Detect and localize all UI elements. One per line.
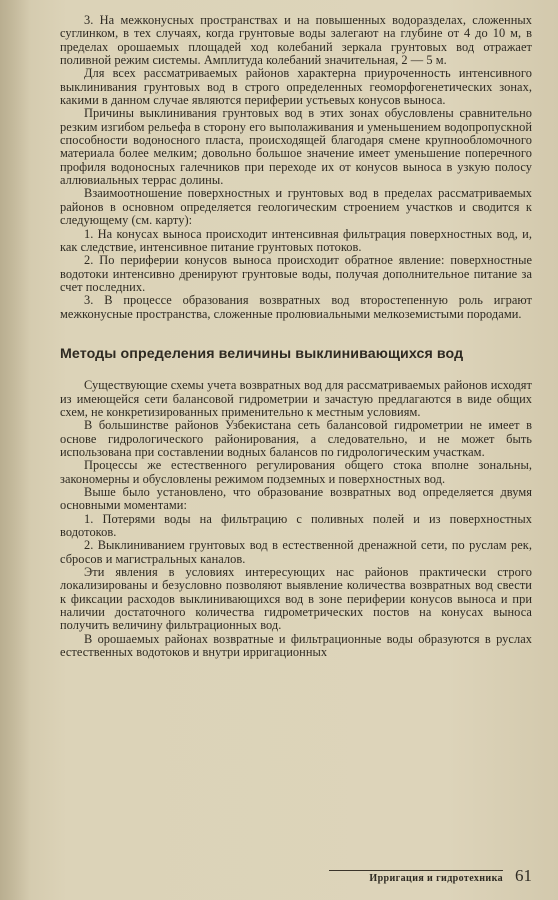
paragraph: В орошаемых районах возвратные и фильтрационные воды образуются в руслах естественных водотоков и внутри ирригационных [60, 631, 532, 660]
page-number: 61 [515, 866, 532, 885]
paragraph: 3. В процессе образования возвратных вод второстепенную роль играют межконусные пространства, сложенные пролювиальными мелкоземистыми породами. [60, 293, 532, 321]
paragraph: Для всех рассматриваемых районов характерна приуроченность интенсивного выклинивания грунтовых вод в строго определенных геоморфогенетических зонах, какими в данном случае являются периферии устьевых конусов выноса. [60, 66, 532, 108]
paragraph: 1. На конусах выноса происходит интенсивная фильтрация поверхностных вод, и, как следствие, интенсивное питание грунтовых потоков. [60, 226, 532, 254]
paragraph: 3. На межконусных пространствах и на повышенных водоразделах, сложенных суглинком, в тех случаях, когда грунтовые воды залегают на глубине от 4 до 10 м, в пределах орошаемых площадей ход колебаний зеркала грунтовых вод отражает поливной режим системы. Амплитуда колебаний значительная, 2 — 5 м. [60, 13, 532, 68]
section-heading: Методы определения величины выклинивающихся вод [60, 345, 464, 362]
paragraph: Взаимоотношение поверхностных и грунтовых вод в пределах рассматриваемых районов в основном определяется геологическим строением участков и сводится к следующему (см. карту): [60, 186, 532, 228]
paragraph: Существующие схемы учета возвратных вод для рассматриваемых районов исходят из имеющейся сети балансовой гидрометрии и зачастую предлагаются в виде общих схем, не конкретизированных применительно к местным условиям. [60, 378, 532, 419]
paragraph: Эти явления в условиях интересующих нас районов практически строго локализированы и безусловно позволяют выявление количества возвратных вод свести к фиксации расходов выклинивающихся вод в зоне периферии конусов выноса и при наличии достаточного количества гидрометрических постов на конусах выноса получить величину фильтрационных вод. [60, 565, 532, 633]
running-head: Ирригация и гидротехника [329, 870, 503, 884]
paragraph: В большинстве районов Узбекистана сеть балансовой гидрометрии не имеет в основе гидрологического районирования, а следовательно, и не может быть использована при составлении водных балансов по гидрологическим участкам. [60, 418, 532, 459]
paragraph: Процессы же естественного регулирования общего стока вполне зональны, закономерны и обусловлены режимом подземных и поверхностных вод. [60, 458, 532, 486]
paragraph: 2. По периферии конусов выноса происходит обратное явление: поверхностные водотоки интенсивно дренируют грунтовые воды, получая дополнительное питание за счет последних. [60, 253, 532, 294]
paragraph: Причины выклинивания грунтовых вод в этих зонах обусловлены сравнительно резким изгибом рельефа в сторону его выполаживания и уменьшением водопропускной способности водоносного пласта, происходящей благодаря смене крупнообломочного материала более мелким; довольно большое значение имеет уменьшение поперечного профиля водоносных галечников при переходе их от конусов выноса в узкую полосу аллювиальных террас долины. [60, 106, 532, 188]
body-text-bottom [60, 379, 532, 659]
paragraph: 1. Потерями воды на фильтрацию с поливных полей и из поверхностных водотоков. [60, 511, 532, 540]
paragraph: Выше было установлено, что образование возвратных вод определяется двумя основными моментами: [60, 485, 532, 513]
paragraph: 2. Выклиниванием грунтовых вод в естественной дренажной сети, по руслам рек, сбросов и магистральных каналов. [60, 538, 532, 566]
body-text-top [60, 14, 532, 321]
page-footer [60, 867, 532, 884]
